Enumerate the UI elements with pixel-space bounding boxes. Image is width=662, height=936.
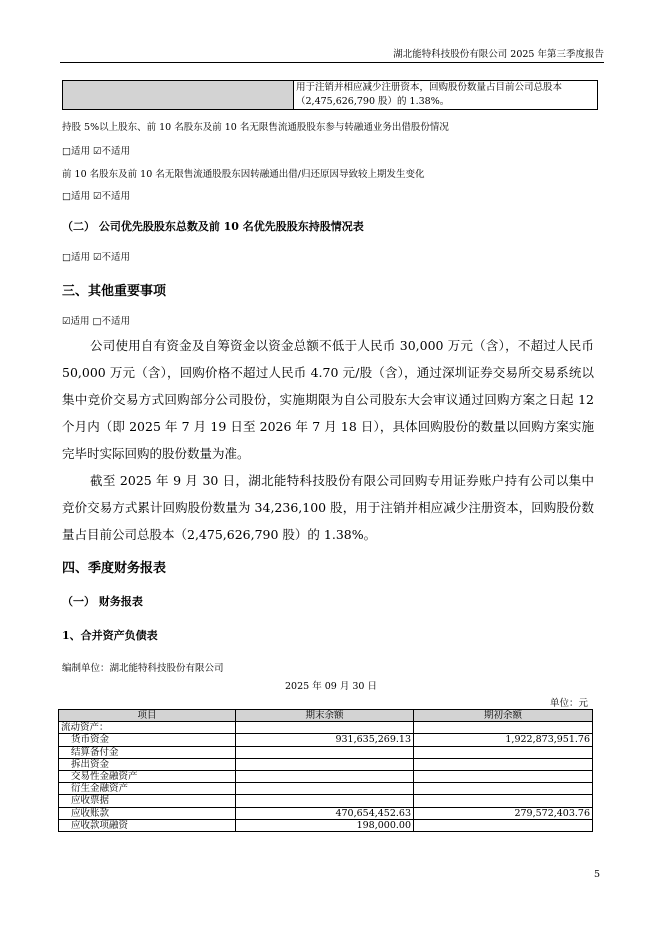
row-item-cell: 衍生金融资产 xyxy=(59,783,236,795)
balance-sheet-heading: 1、合并资产负债表 xyxy=(62,629,158,642)
table-header-row xyxy=(59,710,593,722)
page-number: 5 xyxy=(593,869,600,880)
table-row xyxy=(59,807,593,819)
balance-sheet-table xyxy=(58,709,593,832)
column-header-end-balance: 期末余额 xyxy=(236,710,414,722)
buyback-plan-paragraph: 公司使用自有资金及自筹资金以资金总额不低于人民币 30,000 万元（含），不超过人民币 50,000 万元（含），回购价格不超过人民币 4.70 元/股（含），通过深圳证券交易所交易系统以集中竞价交易方式回购部分公司股份，实施期限为自公司股东大会审议通过回购方案之日起 12 个月内（即 2025 年 7 月 19 日至 2026 年 7 月 18 日），具体回购股份的数量以回购方案实施完毕时实际回购的股份数量为准。 xyxy=(62,338,594,461)
section4-heading: 四、季度财务报表 xyxy=(62,561,167,576)
continued-table-text-cell: 用于注销并相应减少注册资本，回购股份数量占目前公司总股本（2,475,626,790 股）的 1.38%。 xyxy=(294,81,598,110)
row-item-cell: 交易性金融资产 xyxy=(59,770,236,782)
note-change-title: 前 10 名股东及前 10 名无限售流通股股东因转融通出借/归还原因导致较上期发生变化 xyxy=(62,169,425,180)
row-item-cell: 结算备付金 xyxy=(59,746,236,758)
row-begin-balance-cell xyxy=(414,746,593,758)
row-item-cell: 应收款项融资 xyxy=(59,819,236,831)
row-begin-balance-cell xyxy=(414,819,593,831)
unit-label: 单位：元 xyxy=(549,698,588,709)
note-lending-applicability: □适用 ☑不适用 xyxy=(62,146,131,157)
row-begin-balance-cell xyxy=(414,783,593,795)
row-end-balance-cell xyxy=(236,758,414,770)
compiler-label: 编制单位：湖北能特科技股份有限公司 xyxy=(62,663,224,674)
table-row xyxy=(59,758,593,770)
note-change-applicability: □适用 ☑不适用 xyxy=(62,191,131,202)
row-begin-balance-cell: 279,572,403.76 xyxy=(414,807,593,819)
preferred-shares-heading: （二） 公司优先股股东总数及前 10 名优先股股东持股情况表 xyxy=(62,220,364,233)
row-begin-balance-cell xyxy=(414,758,593,770)
row-end-balance-cell xyxy=(236,783,414,795)
row-item-cell: 拆出资金 xyxy=(59,758,236,770)
table-row xyxy=(59,783,593,795)
report-date: 2025 年 09 月 30 日 xyxy=(285,681,377,692)
buyback-progress-paragraph: 截至 2025 年 9 月 30 日，湖北能特科技股份有限公司回购专用证券账户持有公司以集中竞价交易方式累计回购股份数量为 34,236,100 股，用于注销并相应减少注册资本，回购股份数量占目前公司总股本（2,475,626,790 股）的 1.38%。 xyxy=(62,473,594,542)
table-row xyxy=(59,722,593,734)
row-end-balance-cell xyxy=(236,795,414,807)
preferred-shares-applicability: □适用 ☑不适用 xyxy=(62,252,131,263)
header-rule xyxy=(60,62,604,63)
row-end-balance-cell: 931,635,269.13 xyxy=(236,734,414,746)
row-begin-balance-cell xyxy=(414,770,593,782)
row-end-balance-cell xyxy=(236,746,414,758)
financial-statements-heading: （一） 财务报表 xyxy=(62,595,143,608)
column-header-item: 项目 xyxy=(59,710,236,722)
row-item-cell: 流动资产： xyxy=(59,722,236,734)
continued-table xyxy=(62,80,598,110)
note-lending-title: 持股 5%以上股东、前 10 名股东及前 10 名无限售流通股股东参与转融通业务出借股份情况 xyxy=(62,122,449,133)
row-end-balance-cell: 470,654,452.63 xyxy=(236,807,414,819)
table-row xyxy=(59,795,593,807)
continued-table-empty-cell xyxy=(63,81,294,110)
table-row xyxy=(59,734,593,746)
row-end-balance-cell xyxy=(236,722,414,734)
row-end-balance-cell xyxy=(236,770,414,782)
table-row xyxy=(59,746,593,758)
table-row xyxy=(59,819,593,831)
row-item-cell: 应收票据 xyxy=(59,795,236,807)
row-item-cell: 货币资金 xyxy=(59,734,236,746)
table-row xyxy=(59,770,593,782)
section3-heading: 三、其他重要事项 xyxy=(62,284,167,299)
row-begin-balance-cell xyxy=(414,795,593,807)
page-header: 湖北能特科技股份有限公司 2025 年第三季度报告 xyxy=(393,49,604,60)
column-header-begin-balance: 期初余额 xyxy=(414,710,593,722)
section3-applicability: ☑适用 □不适用 xyxy=(62,316,131,327)
row-end-balance-cell: 198,000.00 xyxy=(236,819,414,831)
row-item-cell: 应收账款 xyxy=(59,807,236,819)
row-begin-balance-cell: 1,922,873,951.76 xyxy=(414,734,593,746)
balance-sheet-body xyxy=(59,722,593,832)
row-begin-balance-cell xyxy=(414,722,593,734)
section3-body xyxy=(62,332,594,548)
